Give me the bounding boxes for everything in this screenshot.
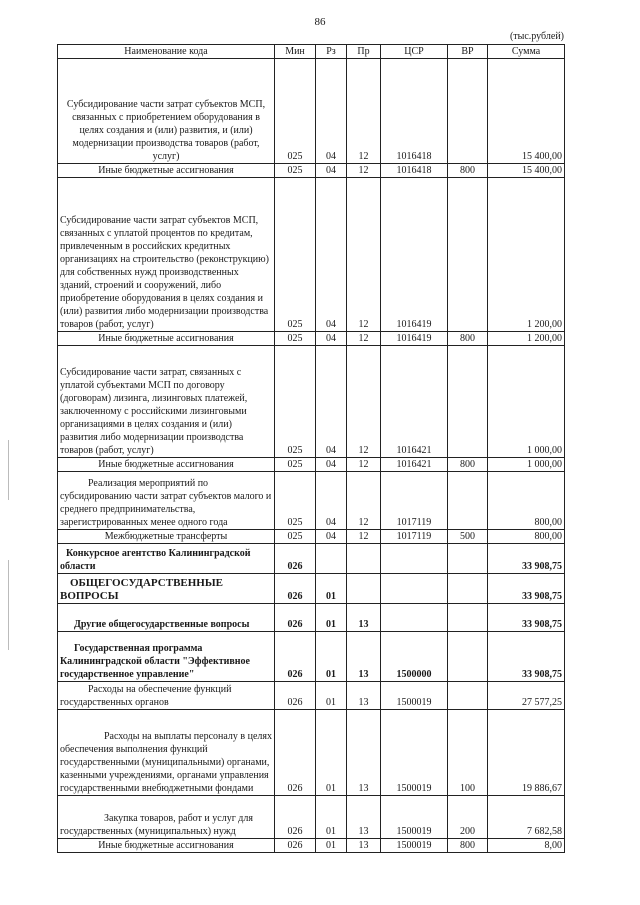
row-csr: 1017119 [381,530,448,544]
row-rz: 01 [316,604,347,632]
row-sum: 15 400,00 [488,59,565,164]
row-pr: 12 [347,59,381,164]
row-csr [381,544,448,574]
row-sum: 19 886,67 [488,710,565,796]
table-row [58,530,565,544]
row-min: 026 [275,604,316,632]
row-csr: 1500019 [381,682,448,710]
table-row [58,458,565,472]
row-min: 025 [275,458,316,472]
row-vr [448,544,488,574]
budget-table [57,44,565,853]
row-pr: 12 [347,472,381,530]
row-pr: 12 [347,346,381,458]
row-vr: 800 [448,458,488,472]
row-rz: 04 [316,346,347,458]
row-sum: 27 577,25 [488,682,565,710]
row-min: 025 [275,178,316,332]
row-csr [381,574,448,604]
row-sum: 7 682,58 [488,796,565,839]
table-row [58,604,565,632]
table-row [58,164,565,178]
row-min: 026 [275,682,316,710]
row-rz: 01 [316,574,347,604]
row-rz: 04 [316,178,347,332]
row-pr: 13 [347,710,381,796]
row-rz: 04 [316,530,347,544]
row-vr: 500 [448,530,488,544]
row-sum: 33 908,75 [488,632,565,682]
row-sum: 8,00 [488,839,565,853]
row-name: Иные бюджетные ассигнования [58,332,275,346]
row-min: 026 [275,632,316,682]
row-csr: 1016421 [381,458,448,472]
row-csr: 1500019 [381,710,448,796]
row-min: 026 [275,574,316,604]
row-name: Реализация мероприятий по субсидированию части затрат субъектов малого и среднего предпринимательства, зарегистрированных менее одного года [58,472,275,530]
scan-edge-mark [8,440,9,500]
row-pr: 12 [347,458,381,472]
row-rz: 01 [316,682,347,710]
row-csr: 1016419 [381,332,448,346]
row-rz: 01 [316,796,347,839]
row-csr: 1500019 [381,839,448,853]
scan-edge-mark [8,560,9,650]
row-name: Другие общегосударственные вопросы [58,604,275,632]
row-name: Закупка товаров, работ и услуг для государственных (муниципальных) нужд [58,796,275,839]
row-vr [448,682,488,710]
row-sum: 1 200,00 [488,178,565,332]
table-row [58,796,565,839]
row-vr: 800 [448,164,488,178]
row-csr: 1016421 [381,346,448,458]
column-header-pr: Пр [347,45,381,59]
row-pr: 12 [347,164,381,178]
row-pr: 13 [347,632,381,682]
row-name: Субсидирование части затрат субъектов МСП, связанных с уплатой процентов по кредитам, привлеченным в российских кредитных организациях на строительство (реконструкцию) для собственных нужд производственных зданий, строений и сооружений, либо приобретение оборудования в целях создания и (или) развития либо модернизации производства товаров (работ, услуг) [58,178,275,332]
row-min: 025 [275,472,316,530]
page-number: 86 [314,16,326,28]
row-sum: 1 200,00 [488,332,565,346]
row-min: 025 [275,164,316,178]
table-row [58,682,565,710]
row-vr [448,346,488,458]
column-header-name: Наименование кода [58,45,275,59]
row-pr: 12 [347,530,381,544]
row-csr: 1500019 [381,796,448,839]
row-pr: 12 [347,178,381,332]
row-name: Иные бюджетные ассигнования [58,164,275,178]
column-header-rz: Рз [316,45,347,59]
row-rz: 04 [316,59,347,164]
row-pr [347,544,381,574]
table-row [58,710,565,796]
row-name: Конкурсное агентство Калининградской области [58,544,275,574]
row-pr [347,574,381,604]
row-name: Расходы на обеспечение функций государственных органов [58,682,275,710]
row-vr [448,632,488,682]
row-rz: 01 [316,839,347,853]
row-pr: 13 [347,682,381,710]
row-min: 025 [275,59,316,164]
row-rz [316,544,347,574]
table-row [58,472,565,530]
table-row [58,839,565,853]
row-csr: 1016418 [381,164,448,178]
row-rz: 04 [316,332,347,346]
row-vr: 100 [448,710,488,796]
table-header-row [58,45,565,59]
row-sum: 33 908,75 [488,574,565,604]
row-min: 025 [275,332,316,346]
row-vr: 800 [448,332,488,346]
row-min: 026 [275,544,316,574]
row-rz: 04 [316,472,347,530]
table-row [58,178,565,332]
row-name: ОБЩЕГОСУДАРСТВЕННЫЕ ВОПРОСЫ [58,574,275,604]
column-header-min: Мин [275,45,316,59]
row-sum: 15 400,00 [488,164,565,178]
row-vr [448,178,488,332]
row-rz: 04 [316,164,347,178]
row-vr [448,472,488,530]
row-name: Государственная программа Калининградской области "Эффективное государственное управление" [58,632,275,682]
row-sum: 1 000,00 [488,346,565,458]
row-min: 026 [275,710,316,796]
row-name: Межбюджетные трансферты [58,530,275,544]
column-header-vr: ВР [448,45,488,59]
column-header-sum: Сумма [488,45,565,59]
table-row [58,632,565,682]
table-row [58,332,565,346]
table-row [58,59,565,164]
row-csr: 1017119 [381,472,448,530]
row-csr [381,604,448,632]
row-name: Субсидирование части затрат, связанных с уплатой субъектами МСП по договору (договорам) лизинга, лизинговых платежей, заключенному с российскими лизинговыми организациями в целях создания и (или) развития либо модернизации производства товаров (работ, услуг) [58,346,275,458]
table-row [58,544,565,574]
row-rz: 01 [316,632,347,682]
row-pr: 12 [347,332,381,346]
row-name: Расходы на выплаты персоналу в целях обеспечения выполнения функций государственными (муниципальными) органами, казенными учреждениями, органами управления государственными внебюджетными фондами [58,710,275,796]
row-vr: 800 [448,839,488,853]
row-pr: 13 [347,839,381,853]
row-sum: 800,00 [488,472,565,530]
row-min: 026 [275,796,316,839]
column-header-csr: ЦСР [381,45,448,59]
row-min: 025 [275,530,316,544]
row-min: 026 [275,839,316,853]
row-vr [448,604,488,632]
row-min: 025 [275,346,316,458]
row-vr [448,59,488,164]
row-sum: 1 000,00 [488,458,565,472]
units-label: (тыс.рублей) [509,31,564,42]
row-csr: 1500000 [381,632,448,682]
row-pr: 13 [347,604,381,632]
row-pr: 13 [347,796,381,839]
row-name: Иные бюджетные ассигнования [58,839,275,853]
row-csr: 1016419 [381,178,448,332]
row-name: Субсидирование части затрат субъектов МСП, связанных с приобретением оборудования в целях создания и (или) развития, и (или) модернизации производства товаров (работ, услуг) [58,59,275,164]
row-rz: 04 [316,458,347,472]
row-sum: 800,00 [488,530,565,544]
row-sum: 33 908,75 [488,544,565,574]
table-row [58,346,565,458]
row-vr [448,574,488,604]
row-rz: 01 [316,710,347,796]
row-csr: 1016418 [381,59,448,164]
row-name: Иные бюджетные ассигнования [58,458,275,472]
row-sum: 33 908,75 [488,604,565,632]
row-vr: 200 [448,796,488,839]
table-row [58,574,565,604]
